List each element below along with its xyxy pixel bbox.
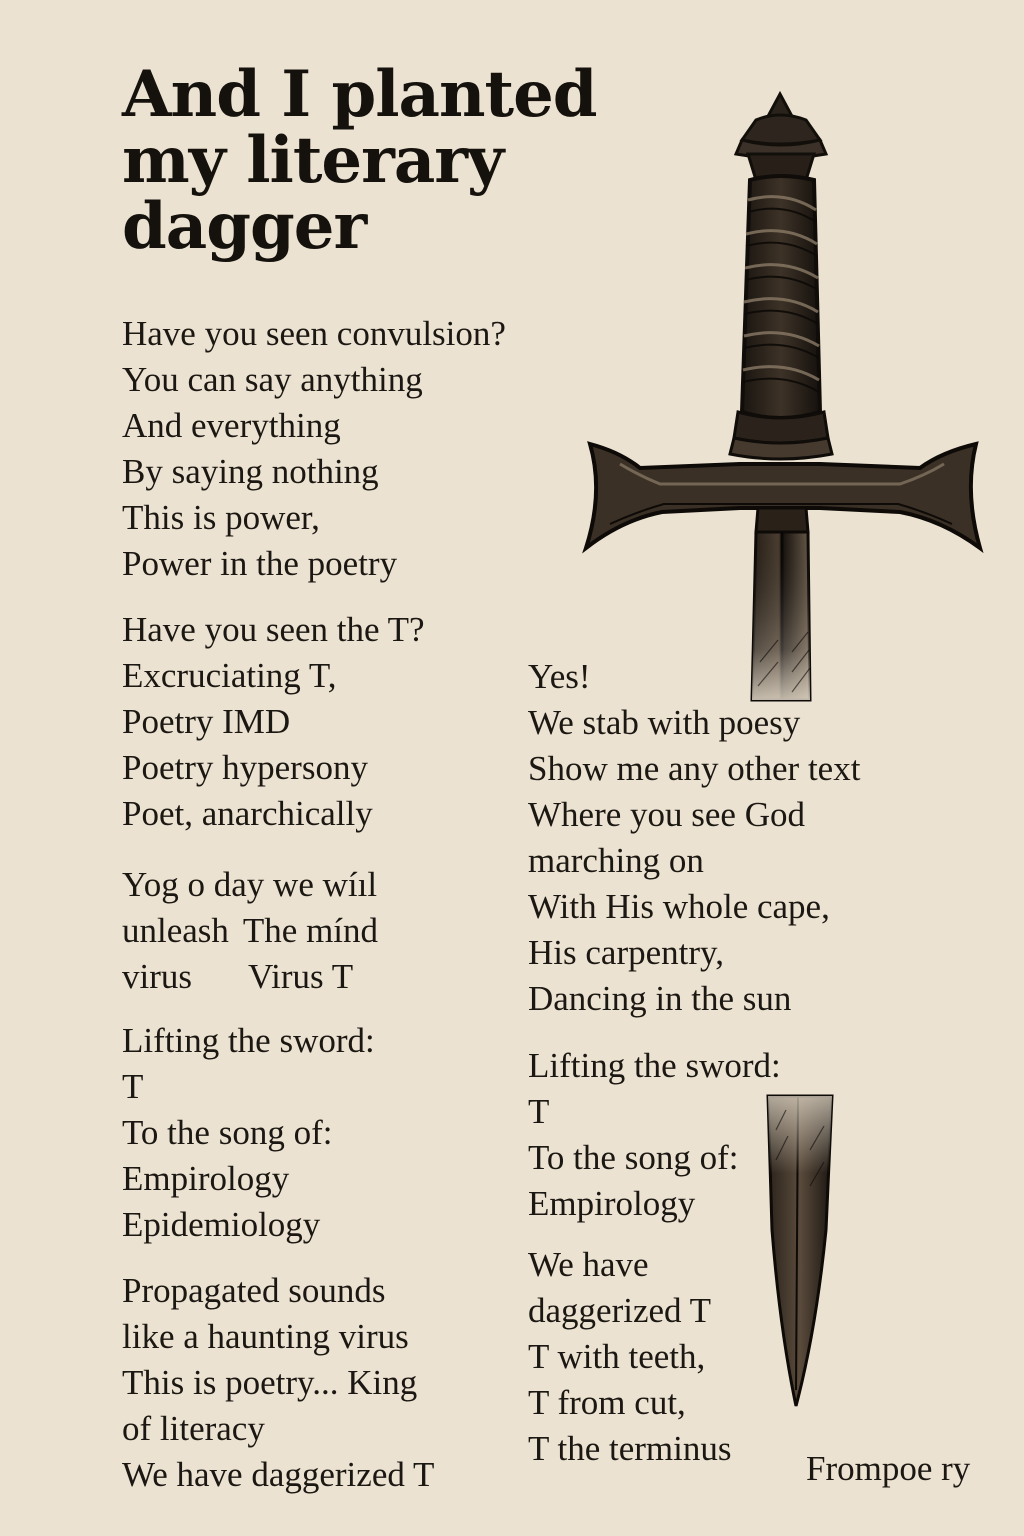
poem-line: We have [528,1245,649,1284]
poem-line: like a haunting virus [122,1317,409,1356]
poem-line: Have you seen convulsion? [122,314,506,353]
signature: Frompoe ry [806,1449,971,1488]
poem-line: You can say anything [122,360,423,399]
poem-line [122,862,378,908]
poem-line: Empirology [528,1184,696,1223]
poem-line: By saying nothing [122,452,379,491]
poem-title: And I planted my literary dagger [122,57,597,264]
poem-line: Power in the poetry [122,544,398,583]
stanza-2 [122,607,425,837]
poem-line: of literacy [122,1409,265,1448]
poem-line-text: Virus T [248,957,354,996]
poem-line: T from cut, [528,1383,686,1422]
poem-line: daggerized T [528,1291,712,1330]
poem-line: Epidemiology [122,1205,321,1244]
poem-line: We stab with poesy [528,703,801,742]
poem-line: marching on [528,841,704,880]
stanza-right-1 [528,654,860,1022]
poem-line: T the terminus [528,1429,732,1468]
poem-line: We have daggerized T [122,1455,435,1494]
poem-line [122,954,378,1000]
poem-line: His carpentry, [528,933,724,972]
stanza-3 [122,862,378,1000]
poem-line: T [122,1067,144,1106]
stanza-1 [122,311,506,587]
poem-line: With His whole cape, [528,887,830,926]
poem-line-text: virus [122,957,192,996]
poem-line: Poetry hypersony [122,748,368,787]
poem-line: Poet, anarchically [122,794,373,833]
poem-line: T [528,1092,550,1131]
poem-line: And everything [122,406,341,445]
stanza-right-3 [528,1242,732,1472]
poem-line: Have you seen the T? [122,610,425,649]
poem-line-text: The mínd [242,911,379,950]
poem-line: Yes! [528,657,591,696]
poem-line: Lifting the sword: [528,1046,781,1085]
poem-line: Show me any other text [528,749,861,788]
poem-line: T with teeth, [528,1337,706,1376]
dagger-illustration-icon [580,92,1000,702]
poem-line-text: Yog o day we wíıl [122,865,378,904]
poem-line: Empirology [122,1159,290,1198]
poem-line: Dancing in the sun [528,979,792,1018]
poem-line: This is poetry... King [122,1363,418,1402]
poem-line [122,908,378,954]
stanza-5 [122,1268,434,1498]
poem-line-text: unleash [122,911,229,950]
poem-line: Excruciating T, [122,656,337,695]
poem-line: To the song of: [122,1113,333,1152]
stanza-4 [122,1018,375,1248]
stanza-right-2 [528,1043,781,1227]
poem-line: Where you see God [528,795,805,834]
poem-line: Lifting the sword: [122,1021,375,1060]
poem-line: Propagated sounds [122,1271,386,1310]
poem-line: This is power, [122,498,320,537]
poem-line: To the song of: [528,1138,739,1177]
poem-line: Poetry IMD [122,702,291,741]
